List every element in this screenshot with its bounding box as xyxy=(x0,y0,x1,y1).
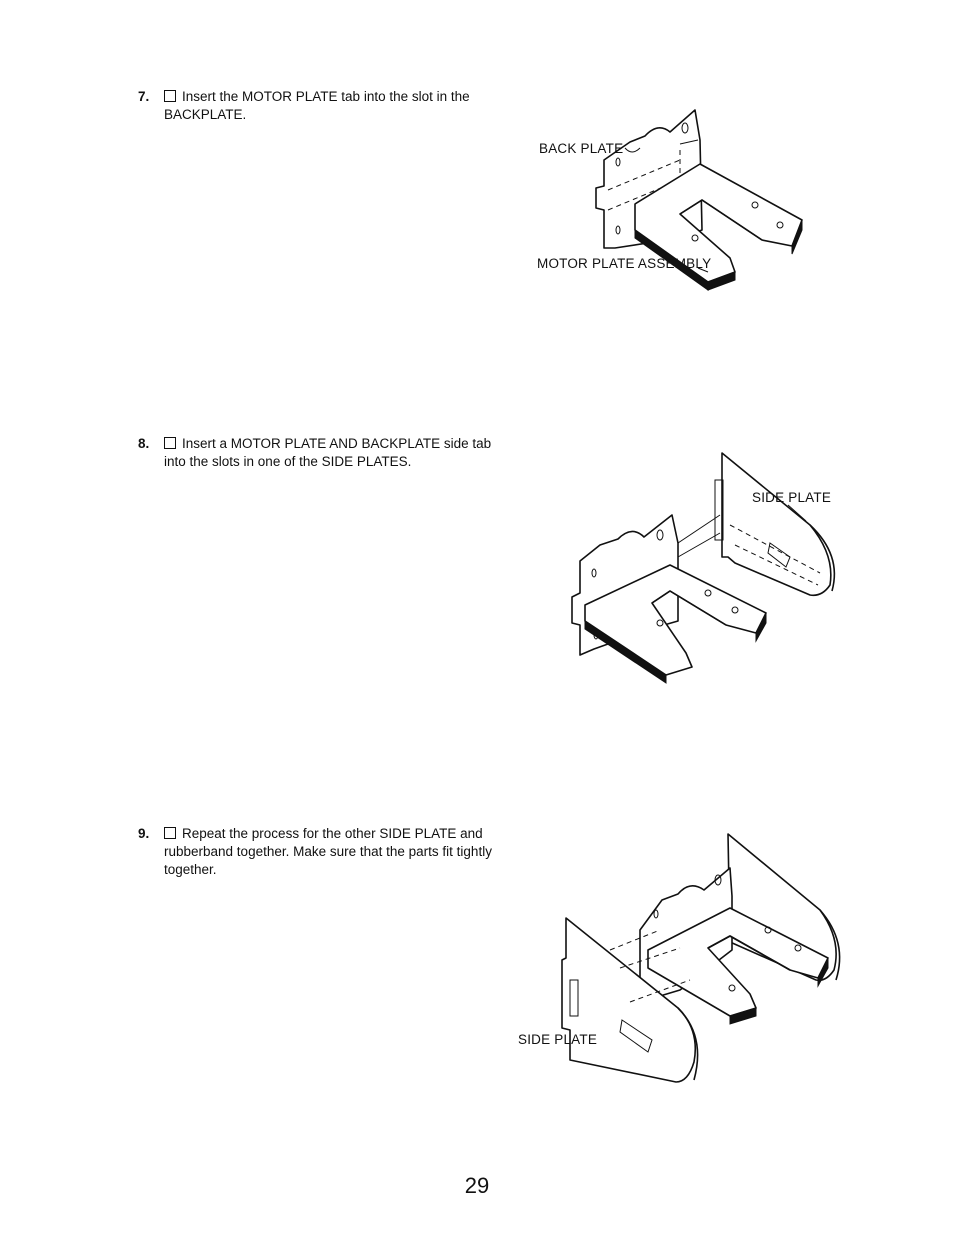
step-8-checkbox[interactable] xyxy=(164,437,176,449)
step-9-checkbox[interactable] xyxy=(164,827,176,839)
step-8-text: Insert a MOTOR PLATE AND BACKPLATE side tab into the slots in one of the SIDE PLATES. xyxy=(164,436,492,469)
label-side-plate-1: SIDE PLATE xyxy=(752,490,832,505)
step-7-checkbox[interactable] xyxy=(164,90,176,102)
step-number: 8. xyxy=(138,436,150,451)
step-9 xyxy=(138,825,498,879)
label-back-plate: BACK PLATE xyxy=(539,141,624,156)
step-7-text: Insert the MOTOR PLATE tab into the slot in the BACKPLATE. xyxy=(164,89,470,122)
step-number: 7. xyxy=(138,89,150,104)
figure-side-plate-insert xyxy=(560,445,850,685)
figure-9-drawing xyxy=(540,830,850,1100)
step-9-text: Repeat the process for the other SIDE PLATE and rubberband together. Make sure that the parts fit tightly together. xyxy=(164,826,492,877)
label-motor-plate-assembly: MOTOR PLATE ASSEMBLY xyxy=(537,256,712,271)
page-number: 29 xyxy=(464,1173,490,1198)
figure-full-assembly xyxy=(540,830,850,1100)
figure-8-drawing xyxy=(560,445,850,685)
step-7 xyxy=(138,88,498,124)
label-side-plate-2: SIDE PLATE xyxy=(518,1032,598,1047)
step-8 xyxy=(138,435,498,471)
step-number: 9. xyxy=(138,826,150,841)
